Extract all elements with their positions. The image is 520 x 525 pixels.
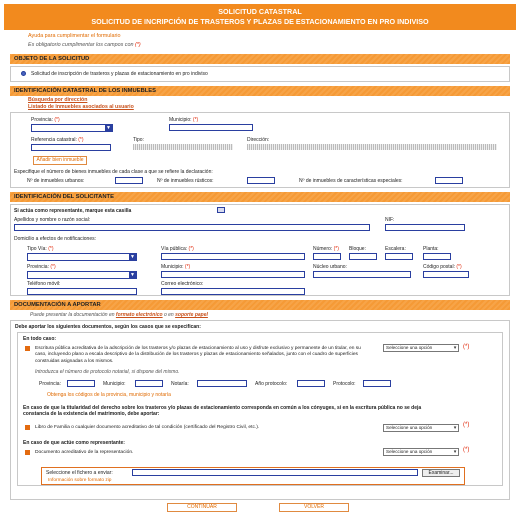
libro-check-icon[interactable] <box>25 425 30 430</box>
doc-repr-select[interactable]: Seleccione una opción ▼ <box>383 448 459 456</box>
mandatory-mark: (*) <box>134 42 141 48</box>
escritura-text: Escritura pública acreditativa de la adscripción de los trasteros y/o plazas de estacionamiento al uso y disfrute exclusivo y permanente de un titular, en su caso, incluyendo plano a escala descriptivo de la distribución de los trasteros y plazas de estacionamiento señalados, junto con el cuadro de superficies construidas asignadas a los mismos. <box>35 346 361 364</box>
prot-notaria-input[interactable] <box>197 380 247 387</box>
numero-input[interactable] <box>313 253 341 260</box>
documentacion-heading: DOCUMENTACIÓN A APORTAR <box>10 300 510 310</box>
page-subtitle: SOLICITUD DE INCRIPCIÓN DE TRASTEROS Y PLAZAS DE ESTACIONAMIENTO EN PRO INDIVISO <box>91 17 429 26</box>
inm-tipo-label: Tipo: <box>133 137 144 143</box>
documentacion-section <box>10 320 510 500</box>
inmuebles-section <box>10 112 510 188</box>
fichero-box <box>41 467 465 485</box>
inm-urbanos-label: Nº de inmuebles urbanos: <box>27 178 85 184</box>
codigo-postal-input[interactable] <box>423 271 469 278</box>
doc-repr-required-mark: (*) <box>463 447 470 453</box>
inm-tipo-readonly <box>133 144 233 150</box>
fichero-input[interactable] <box>132 469 418 476</box>
formato-electronico-link[interactable]: formato electrónico <box>115 312 163 318</box>
inm-especiales-label: Nº de inmuebles de características especiales: <box>299 178 403 184</box>
planta-input[interactable] <box>423 253 451 260</box>
bloque-label: Bloque: <box>349 246 366 252</box>
tipo-via-select[interactable] <box>27 253 137 261</box>
prot-municipio-input[interactable] <box>135 380 163 387</box>
nucleo-label: Núcleo urbano: <box>313 264 347 270</box>
apellidos-label: Apellidos y nombre o razón social: <box>14 217 91 223</box>
doc-repr-text: Documento acreditativo de la representación. <box>35 450 134 455</box>
soporte-papel-link[interactable]: soporte papel <box>175 312 208 318</box>
codigos-link[interactable]: Obtenga los códigos de la provincia, municipio y notaría <box>47 392 171 398</box>
objeto-heading: OBJETO DE LA SOLICITUD <box>10 54 510 64</box>
correo-input[interactable] <box>161 288 305 295</box>
prot-provincia-label: Provincia: <box>39 381 61 387</box>
representante-label: Si actúa como representante, marque esta casilla <box>14 208 132 214</box>
inm-direccion-readonly <box>247 144 497 150</box>
prot-protocolo-label: Protocolo: <box>333 381 356 387</box>
prot-anio-input[interactable] <box>297 380 325 387</box>
chevron-down-icon: ▼ <box>452 449 458 454</box>
chevron-down-icon: ▼ <box>130 272 135 278</box>
chevron-down-icon: ▼ <box>452 345 458 350</box>
title-bar <box>4 4 516 30</box>
volver-button[interactable]: VOLVER <box>279 503 349 512</box>
link-listado-inmuebles[interactable]: Listado de inmuebles asociados al usuario <box>28 104 134 110</box>
sol-provincia-label: Provincia: (*) <box>27 264 56 270</box>
todo-caso-label: En todo caso: <box>23 336 57 342</box>
representante-case-label: En caso de que actúe como representante: <box>23 440 125 446</box>
inm-municipio-label: Municipio: (*) <box>169 117 199 123</box>
inm-referencia-label: Referencia catastral: (*) <box>31 137 84 143</box>
escalera-input[interactable] <box>385 253 413 260</box>
doc-intro: Debe aportar los siguientes documentos, según los casos que se especifican: <box>15 324 201 330</box>
representante-checkbox[interactable] <box>217 207 225 213</box>
inm-direccion-label: Dirección: <box>247 137 270 143</box>
prot-protocolo-input[interactable] <box>363 380 391 387</box>
objeto-radio[interactable] <box>21 71 26 76</box>
solicitante-heading: IDENTIFICACIÓN DEL SOLICITANTE <box>10 192 510 202</box>
doc-repr-check-icon[interactable] <box>25 450 30 455</box>
chevron-down-icon: ▼ <box>106 125 111 131</box>
protocolo-intro: Introduzca el número de protocolo notarial, si dispone del mismo. <box>35 369 180 375</box>
bloque-input[interactable] <box>349 253 377 260</box>
telefono-label: Teléfono móvil: <box>27 281 61 287</box>
mandatory-note <box>28 42 141 48</box>
sol-municipio-input[interactable] <box>161 271 305 278</box>
present-note: Puede presentar la documentación en formato electrónico o en soporte papel <box>30 312 208 318</box>
conyuges-text: En caso de que la titularidad del derecho sobre los trasteros y/o plazas de estacionamiento corresponda en común a los cónyuges, si en la escritura pública no se deja constancia de la existencia del matrimonio, debe aportar: <box>23 405 422 418</box>
prot-provincia-input[interactable] <box>67 380 95 387</box>
inm-urbanos-input[interactable] <box>115 177 143 184</box>
fichero-label: Seleccione el fichero a enviar: <box>46 470 113 476</box>
via-publica-input[interactable] <box>161 253 305 260</box>
via-publica-label: Vía pública: (*) <box>161 246 194 252</box>
planta-label: Planta: <box>423 246 439 252</box>
objeto-section <box>10 66 510 82</box>
chevron-down-icon: ▼ <box>452 425 458 430</box>
link-busqueda-direccion[interactable]: Búsqueda por dirección <box>28 97 88 103</box>
inm-provincia-label: Provincia: (*) <box>31 117 60 123</box>
escalera-label: Escalera: <box>385 246 406 252</box>
numero-label: Número: (*) <box>313 246 339 252</box>
inm-rusticos-input[interactable] <box>247 177 275 184</box>
telefono-input[interactable] <box>27 288 137 295</box>
escritura-select[interactable]: Seleccione una opción ▼ <box>383 344 459 352</box>
nucleo-input[interactable] <box>313 271 411 278</box>
apellidos-input[interactable] <box>14 224 370 231</box>
inm-municipio-input[interactable] <box>169 124 253 131</box>
objeto-option-label: Solicitud de inscripción de trasteros y plazas de estacionamiento en pro indiviso <box>31 71 208 77</box>
sol-municipio-label: Municipio: (*) <box>161 264 191 270</box>
nif-label: NIF: <box>385 217 395 223</box>
mandatory-note-text: Es obligatorio cumplimentar los campos con <box>28 42 134 48</box>
sol-provincia-select[interactable] <box>27 271 137 279</box>
inm-rusticos-label: Nº de inmuebles rústicos: <box>157 178 214 184</box>
domicilio-label: Domicilio a efectos de notificaciones: <box>14 236 96 242</box>
continuar-button[interactable]: CONTINUAR <box>167 503 237 512</box>
codigo-postal-label: Código postal: (*) <box>423 264 462 270</box>
page-title: SOLICITUD CATASTRAL <box>218 7 302 16</box>
nif-input[interactable] <box>385 224 465 231</box>
inmuebles-heading: IDENTIFICACIÓN CATASTRAL DE LOS INMUEBLES <box>10 86 510 96</box>
solicitante-section <box>10 204 510 296</box>
prot-municipio-label: Municipio: <box>103 381 126 387</box>
inm-especiales-input[interactable] <box>435 177 463 184</box>
info-formato-link[interactable]: Información sobre formato zip <box>48 478 112 483</box>
chevron-down-icon: ▼ <box>130 254 135 260</box>
tipo-via-label: Tipo Vía: (*) <box>27 246 54 252</box>
inm-referencia-input[interactable] <box>31 144 111 151</box>
libro-text: Libro de Familia o cualquier documento acreditativo de tal condición (certificado del Registro Civil, etc.). <box>35 425 260 430</box>
prot-anio-label: Año protocolo: <box>255 381 288 387</box>
add-inmueble-button[interactable]: Añadir bien inmueble <box>33 156 87 165</box>
correo-label: Correo electrónico: <box>161 281 204 287</box>
inm-provincia-select[interactable] <box>31 124 113 132</box>
escritura-required-mark: (*) <box>463 344 470 350</box>
libro-required-mark: (*) <box>463 422 470 428</box>
inm-specify-text: Especifique el número de bienes inmuebles de cada clase a que se refiere la declaración: <box>14 169 213 175</box>
help-link[interactable]: Ayuda para cumplimentar el formulario <box>28 33 121 39</box>
escritura-check-icon[interactable] <box>25 346 30 351</box>
prot-notaria-label: Notaría: <box>171 381 189 387</box>
libro-select[interactable]: Seleccione una opción ▼ <box>383 424 459 432</box>
examinar-button[interactable]: Examinar... <box>422 469 460 477</box>
